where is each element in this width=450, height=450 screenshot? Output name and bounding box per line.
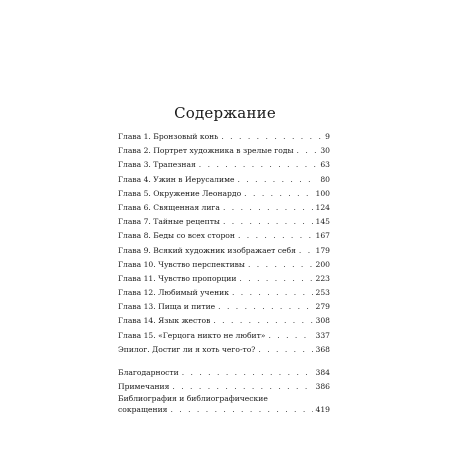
toc-entry-page: 63 [320,160,330,170]
toc-entry [118,300,330,314]
chapters-list [118,130,330,357]
toc-entry-label: Библиография и библиографические [118,394,268,404]
toc-entry-label: Примечания [118,382,170,392]
toc-entry [118,215,330,229]
toc-entry [118,201,330,215]
toc-entry [118,187,330,201]
toc-entry-label: Глава 7. Тайные рецепты [118,217,220,227]
toc-entry-page: 337 [315,330,330,340]
dot-leader [172,380,312,394]
toc-entry [118,244,330,258]
toc-entry [118,173,330,187]
toc-entry-label: Глава 11. Чувство пропорции [118,273,237,283]
dot-leader [223,215,313,229]
toc-entry-page: 386 [315,382,330,392]
toc-entry-label: Глава 14. Язык жестов [118,316,211,326]
dot-leader [238,229,313,243]
toc-entry-page: 145 [315,217,330,227]
toc-entry [118,380,330,394]
dot-leader [258,343,312,357]
toc-entry-label: Глава 2. Портрет художника в зрелые годы [118,146,294,156]
group-gap [118,357,330,366]
toc-entry [118,258,330,272]
dot-leader [244,187,312,201]
dot-leader [239,272,312,286]
toc-entry-page: 253 [315,288,330,298]
toc-entry-page: 30 [320,146,330,156]
dot-leader [237,173,317,187]
dot-leader [232,286,313,300]
page-title: Содержание [174,104,276,122]
dot-leader [199,158,318,172]
toc-entry-label: Глава 9. Всякий художник изображает себя [118,245,296,255]
toc-entry-label: Глава 3. Трапезная [118,160,196,170]
toc-entry-page: 100 [315,188,330,198]
toc-entry [118,286,330,300]
toc-entry-page: 167 [315,231,330,241]
toc-entry [118,144,330,158]
toc-entry-bibliography [118,394,330,415]
toc-entry-label: Глава 4. Ужин в Иерусалиме [118,174,235,184]
toc-entry-label: Благодарности [118,368,179,377]
toc-entry [118,329,330,343]
toc-entry [118,158,330,172]
toc-entry-page: 279 [315,302,330,312]
toc-entry-label: Глава 15. «Герцога никто не любит» [118,330,266,340]
dot-leader [248,258,313,272]
toc-entry-label: Глава 10. Чувство перспективы [118,259,245,269]
toc-entry-label: Эпилог. Достиг ли я хоть чего-то? [118,344,256,354]
toc-entry [118,229,330,243]
toc-entry-page: 223 [315,273,330,283]
toc-entry-page: 384 [315,368,330,377]
toc-entry-label: Глава 1. Бронзовый конь [118,132,219,141]
toc-entry-label: Глава 5. Окружение Леонардо [118,188,242,198]
toc-entry-page: 200 [315,259,330,269]
toc-entry [118,314,330,328]
table-of-contents [118,130,330,415]
toc-entry-page: 368 [315,344,330,354]
dot-leader [221,130,322,144]
toc-entry [118,130,330,144]
dot-leader [297,144,318,158]
toc-entry-label: Глава 6. Священная лига [118,202,220,212]
dot-leader [223,201,313,215]
dot-leader [218,300,312,314]
dot-leader [213,314,312,328]
toc-entry-label: Глава 13. Пища и питие [118,302,216,312]
dot-leader [182,366,313,380]
toc-entry-page: 308 [315,316,330,326]
toc-entry-label: Глава 12. Любимый ученик [118,288,229,298]
dot-leader [299,244,313,258]
back-matter-list [118,366,330,394]
toc-entry-page: 419 [315,404,330,414]
toc-entry-page: 80 [320,174,330,184]
toc-entry-label: Глава 8. Беды со всех сторон [118,231,235,241]
dot-leader [170,405,312,416]
toc-entry-page: 179 [315,245,330,255]
toc-entry [118,366,330,380]
toc-entry-label: сокращения [118,404,168,414]
toc-entry-page: 124 [315,202,330,212]
dot-leader [268,329,312,343]
toc-entry-page: 9 [325,132,330,141]
toc-entry [118,272,330,286]
toc-entry [118,343,330,357]
